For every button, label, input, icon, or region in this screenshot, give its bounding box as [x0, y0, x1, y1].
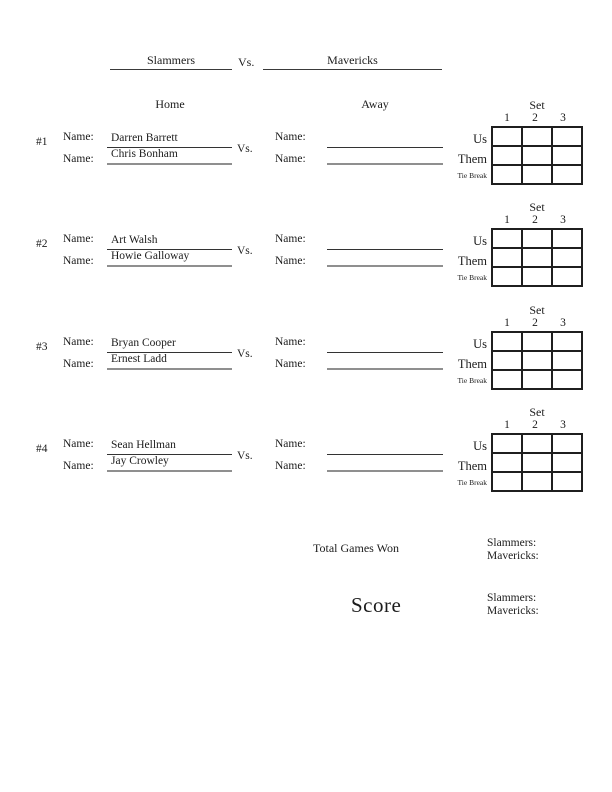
match-number: #1 — [36, 136, 48, 148]
set-score-cell[interactable] — [492, 127, 522, 146]
set-row-us-label: Us — [473, 439, 487, 453]
name-label: Name: — [275, 460, 306, 472]
match-1 — [0, 98, 612, 201]
set-col-2-label: 2 — [532, 112, 538, 124]
name-label: Name: — [63, 358, 94, 370]
name-label: Name: — [275, 336, 306, 348]
set-score-cell[interactable] — [492, 165, 522, 184]
home-player-2-name: Jay Crowley — [111, 455, 169, 467]
set-row-them-label: Them — [457, 357, 487, 371]
set-score-cell[interactable] — [522, 127, 552, 146]
set-col-3-label: 3 — [560, 419, 566, 431]
name-label: Name: — [63, 233, 94, 245]
set-score-grid — [491, 433, 583, 492]
set-col-2-label: 2 — [532, 214, 538, 226]
set-score-cell[interactable] — [552, 165, 582, 184]
set-score-cell[interactable] — [552, 146, 582, 165]
set-score-cell[interactable] — [522, 248, 552, 267]
name-label: Name: — [275, 358, 306, 370]
set-score-cell[interactable] — [522, 146, 552, 165]
name-label: Name: — [63, 460, 94, 472]
set-row-tiebreak-label: Tie Break — [457, 376, 487, 385]
match-3 — [0, 303, 612, 406]
set-row-tiebreak-label: Tie Break — [457, 273, 487, 282]
name-label: Name: — [275, 255, 306, 267]
set-score-cell[interactable] — [492, 370, 522, 389]
set-col-3-label: 3 — [560, 317, 566, 329]
set-score-cell[interactable] — [492, 351, 522, 370]
set-score-cell[interactable] — [492, 453, 522, 472]
home-player-2-name: Howie Galloway — [111, 250, 190, 262]
name-label: Name: — [275, 438, 306, 450]
match-vs-label: Vs. — [237, 143, 253, 155]
set-score-cell[interactable] — [492, 248, 522, 267]
home-column-label: Home — [155, 97, 185, 111]
home-player-1-field — [107, 433, 232, 455]
home-player-1-field — [107, 331, 232, 353]
set-score-cell[interactable] — [522, 453, 552, 472]
set-score-cell[interactable] — [492, 267, 522, 286]
set-score-cell[interactable] — [522, 267, 552, 286]
set-score-cell[interactable] — [492, 146, 522, 165]
home-team-field — [110, 53, 232, 70]
set-score-cell[interactable] — [552, 453, 582, 472]
set-score-cell[interactable] — [552, 472, 582, 491]
home-player-1-name: Darren Barrett — [111, 132, 178, 144]
set-score-grid — [491, 331, 583, 390]
set-row-them-label: Them — [457, 152, 487, 166]
home-player-2-field — [107, 455, 232, 472]
set-score-grid — [491, 228, 583, 287]
set-col-3-label: 3 — [560, 112, 566, 124]
home-player-1-name: Bryan Cooper — [111, 337, 176, 349]
match-number: #2 — [36, 238, 48, 250]
set-col-2-label: 2 — [532, 317, 538, 329]
set-row-us-label: Us — [473, 337, 487, 351]
home-player-2-field — [107, 250, 232, 267]
set-score-cell[interactable] — [522, 370, 552, 389]
match-number: #3 — [36, 341, 48, 353]
total-games-slammers-label: Slammers: — [487, 537, 537, 549]
set-score-cell[interactable] — [522, 434, 552, 453]
set-score-cell[interactable] — [522, 351, 552, 370]
name-label: Name: — [275, 233, 306, 245]
header-vs-label: Vs. — [238, 55, 255, 69]
home-player-1-name: Sean Hellman — [111, 439, 176, 451]
set-row-tiebreak-label: Tie Break — [457, 478, 487, 487]
match-4 — [0, 405, 612, 508]
set-col-1-label: 1 — [504, 112, 510, 124]
set-row-tiebreak-label: Tie Break — [457, 171, 487, 180]
set-row-us-label: Us — [473, 234, 487, 248]
home-player-2-field — [107, 148, 232, 165]
set-col-2-label: 2 — [532, 419, 538, 431]
home-team-name: Slammers — [147, 53, 195, 67]
set-score-cell[interactable] — [552, 127, 582, 146]
set-score-cell[interactable] — [552, 267, 582, 286]
home-player-1-field — [107, 126, 232, 148]
set-col-3-label: 3 — [560, 214, 566, 226]
name-label: Name: — [275, 131, 306, 143]
set-score-cell[interactable] — [552, 332, 582, 351]
set-col-1-label: 1 — [504, 419, 510, 431]
match-number: #4 — [36, 443, 48, 455]
home-player-2-name: Chris Bonham — [111, 148, 178, 160]
set-score-cell[interactable] — [492, 434, 522, 453]
set-score-cell[interactable] — [522, 229, 552, 248]
set-score-cell[interactable] — [522, 332, 552, 351]
away-column-label: Away — [361, 97, 389, 111]
set-grid-title: Set — [529, 200, 545, 214]
set-score-cell[interactable] — [492, 332, 522, 351]
set-score-grid — [491, 126, 583, 185]
name-label: Name: — [63, 153, 94, 165]
set-score-cell[interactable] — [552, 248, 582, 267]
home-player-2-field — [107, 353, 232, 370]
score-slammers-label: Slammers: — [487, 592, 537, 604]
score-label: Score — [351, 593, 402, 617]
away-team-field — [263, 53, 442, 70]
match-2 — [0, 200, 612, 303]
set-score-cell[interactable] — [552, 434, 582, 453]
home-player-2-name: Ernest Ladd — [111, 353, 167, 365]
home-player-1-field — [107, 228, 232, 250]
set-score-cell[interactable] — [552, 370, 582, 389]
set-grid-title: Set — [529, 303, 545, 317]
away-team-name: Mavericks — [327, 53, 378, 67]
set-col-1-label: 1 — [504, 317, 510, 329]
set-score-cell[interactable] — [552, 351, 582, 370]
set-col-1-label: 1 — [504, 214, 510, 226]
total-games-mavericks-label: Mavericks: — [487, 550, 539, 562]
set-grid-title: Set — [529, 405, 545, 419]
set-score-cell[interactable] — [522, 472, 552, 491]
set-score-cell[interactable] — [522, 165, 552, 184]
name-label: Name: — [63, 255, 94, 267]
name-label: Name: — [63, 438, 94, 450]
set-row-them-label: Them — [457, 254, 487, 268]
name-label: Name: — [63, 131, 94, 143]
name-label: Name: — [275, 153, 306, 165]
home-player-1-name: Art Walsh — [111, 234, 158, 246]
set-score-cell[interactable] — [492, 472, 522, 491]
name-label: Name: — [63, 336, 94, 348]
set-score-cell[interactable] — [552, 229, 582, 248]
set-score-cell[interactable] — [492, 229, 522, 248]
set-row-them-label: Them — [457, 459, 487, 473]
match-vs-label: Vs. — [237, 245, 253, 257]
score-mavericks-label: Mavericks: — [487, 605, 539, 617]
total-games-won-label: Total Games Won — [313, 541, 399, 555]
set-grid-title: Set — [529, 98, 545, 112]
set-row-us-label: Us — [473, 132, 487, 146]
match-vs-label: Vs. — [237, 348, 253, 360]
match-vs-label: Vs. — [237, 450, 253, 462]
